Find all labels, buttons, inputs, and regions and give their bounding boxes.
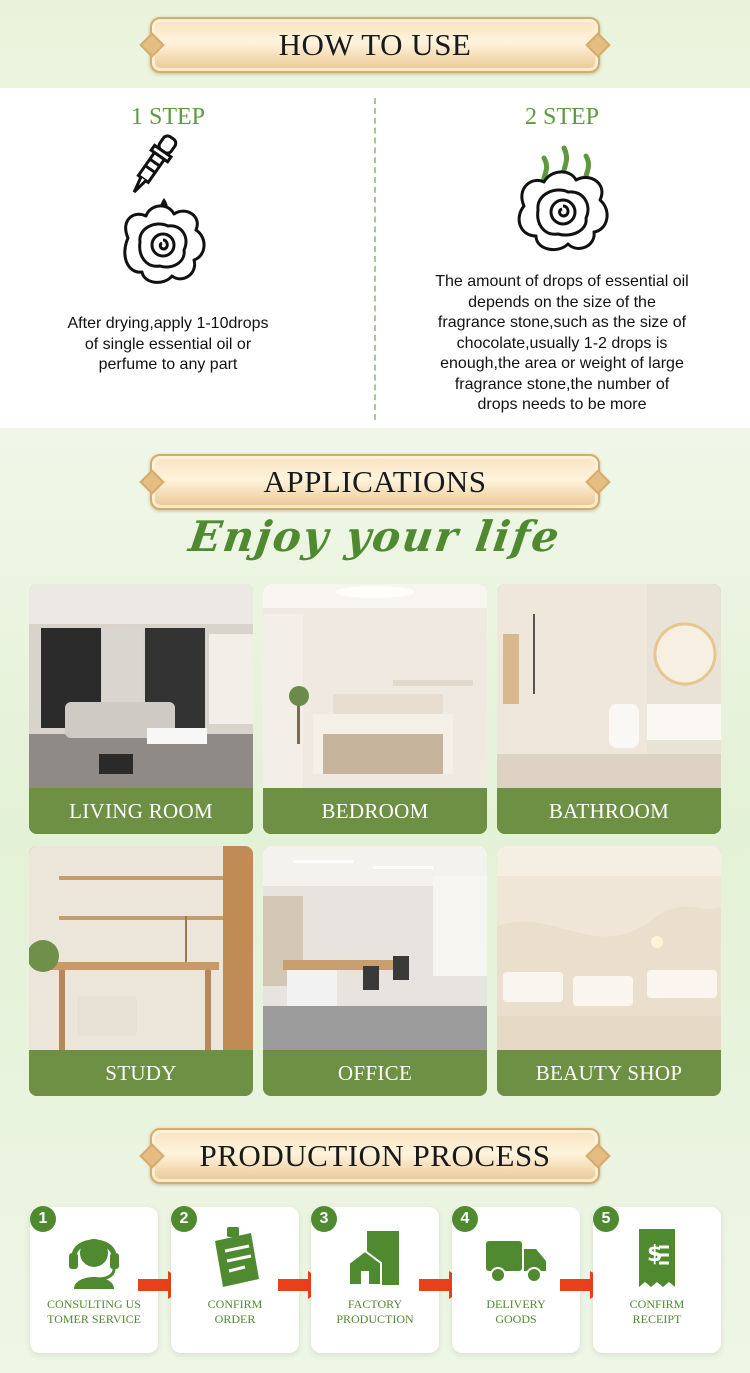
step-2-line: The amount of drops of essential oil bbox=[435, 273, 689, 290]
application-card-office[interactable] bbox=[263, 846, 487, 1096]
process-label-line: TOMER SERVICE bbox=[47, 1312, 141, 1326]
process-label bbox=[171, 1297, 299, 1327]
process-label-line: FACTORY bbox=[347, 1297, 403, 1311]
step-2-title: 2 STEP bbox=[524, 104, 599, 130]
office-photo bbox=[263, 846, 487, 1050]
application-label: LIVING ROOM bbox=[29, 788, 253, 834]
process-number-4: 4 bbox=[452, 1206, 478, 1232]
application-label: BATHROOM bbox=[497, 788, 721, 834]
application-card-bedroom[interactable] bbox=[263, 584, 487, 834]
step-2-line: drops needs to be more bbox=[477, 396, 647, 413]
applications-tagline: Enjoy your life bbox=[185, 512, 565, 561]
beauty-shop-photo bbox=[497, 846, 721, 1050]
process-label bbox=[311, 1297, 439, 1327]
process-label bbox=[30, 1297, 158, 1327]
process-label-line: CONSULTING US bbox=[47, 1297, 141, 1311]
bedroom-photo bbox=[263, 584, 487, 788]
process-label-line: CONFIRM bbox=[629, 1297, 685, 1311]
application-card-living-room[interactable] bbox=[29, 584, 253, 834]
application-card-study[interactable] bbox=[29, 846, 253, 1096]
process-number-1: 1 bbox=[30, 1206, 56, 1232]
step-2-line: depends on the size of the bbox=[468, 293, 656, 311]
step-1-line: of single essential oil or bbox=[84, 335, 252, 353]
process-label-line: DELIVERY bbox=[486, 1297, 546, 1311]
svg-text:$: $ bbox=[647, 1242, 663, 1267]
step-1-text bbox=[28, 314, 308, 376]
process-label-line: CONFIRM bbox=[207, 1297, 263, 1311]
application-label: OFFICE bbox=[263, 1050, 487, 1096]
process-label bbox=[593, 1297, 721, 1327]
bathroom-photo bbox=[497, 584, 721, 788]
production-banner bbox=[150, 1128, 600, 1184]
application-card-beauty-shop[interactable] bbox=[497, 846, 721, 1096]
production-title: PRODUCTION PROCESS bbox=[199, 1138, 551, 1173]
step-2-text bbox=[400, 272, 724, 416]
process-number-3: 3 bbox=[311, 1206, 337, 1232]
process-number-2: 2 bbox=[171, 1206, 197, 1232]
step-2-line: chocolate,usually 1-2 drops is bbox=[456, 334, 668, 352]
step-2-line: fragrance stone,such as the size of bbox=[437, 314, 687, 331]
applications-banner bbox=[150, 454, 600, 510]
receipt-icon bbox=[627, 1227, 687, 1289]
application-label: BEAUTY SHOP bbox=[497, 1050, 721, 1096]
process-number-5: 5 bbox=[593, 1206, 619, 1232]
step-1-title: 1 STEP bbox=[130, 104, 205, 130]
process-label bbox=[452, 1297, 580, 1327]
applications-title: APPLICATIONS bbox=[263, 464, 487, 499]
study-photo bbox=[29, 846, 253, 1050]
process-label-line: PRODUCTION bbox=[336, 1312, 414, 1326]
how-to-use-panel bbox=[0, 88, 750, 428]
step-1-line: perfume to any part bbox=[98, 356, 238, 373]
dropper-rose-icon bbox=[112, 132, 222, 284]
how-to-use-banner bbox=[150, 17, 600, 73]
step-1-line: After drying,apply 1-10drops bbox=[67, 315, 269, 332]
process-label-line: GOODS bbox=[495, 1312, 537, 1326]
headset-icon bbox=[64, 1227, 124, 1289]
application-label: STUDY bbox=[29, 1050, 253, 1096]
application-card-bathroom[interactable] bbox=[497, 584, 721, 834]
step-divider bbox=[374, 98, 376, 420]
process-label-line: ORDER bbox=[214, 1312, 256, 1326]
application-label: BEDROOM bbox=[263, 788, 487, 834]
how-to-use-title: HOW TO USE bbox=[278, 27, 472, 62]
step-2-line: fragrance stone,the number of bbox=[454, 375, 670, 393]
process-label-line: RECEIPT bbox=[632, 1312, 682, 1326]
fragrant-rose-icon bbox=[508, 142, 620, 254]
step-2-line: enough,the area or weight of large bbox=[440, 355, 684, 372]
factory-icon bbox=[345, 1227, 405, 1289]
order-document-icon bbox=[205, 1227, 265, 1289]
delivery-truck-icon bbox=[486, 1227, 546, 1289]
living-room-photo bbox=[29, 584, 253, 788]
